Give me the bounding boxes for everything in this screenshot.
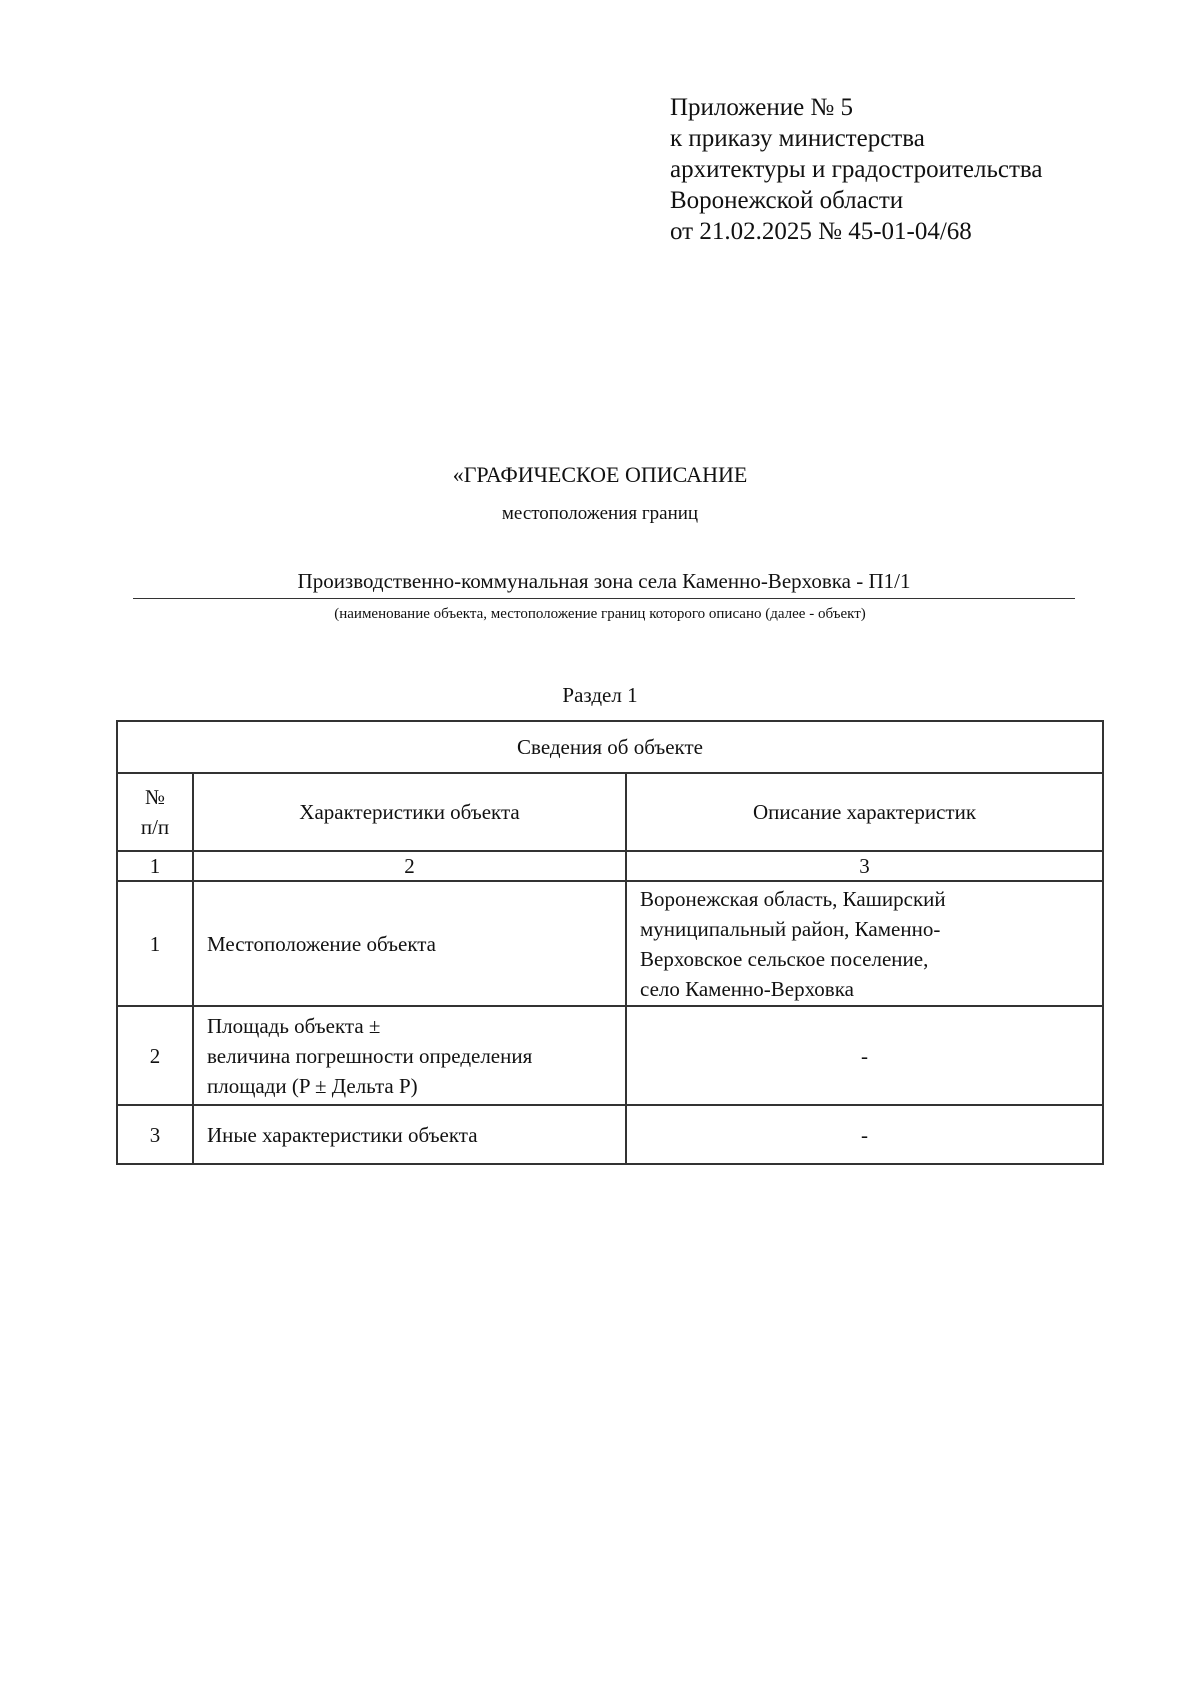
appendix-line: Приложение № 5	[670, 94, 854, 121]
cell-line: Площадь объекта ±	[207, 1013, 381, 1038]
table-caption-row	[117, 721, 1103, 773]
header-characteristic: Характеристики объекта	[193, 773, 626, 851]
row-description	[626, 1105, 1103, 1164]
header-num	[117, 773, 193, 851]
row-number: 3	[117, 1105, 193, 1164]
header-num-line: №	[144, 785, 166, 809]
cell-line: -	[861, 1043, 868, 1068]
column-number: 1	[117, 851, 193, 881]
object-info-table	[116, 720, 1104, 1165]
table-row	[117, 881, 1103, 1006]
column-number-row	[117, 851, 1103, 881]
table-caption: Сведения об объекте	[117, 721, 1103, 773]
cell-line: площади (P ± Дельта P)	[207, 1073, 418, 1098]
header-description: Описание характеристик	[626, 773, 1103, 851]
row-description	[626, 1006, 1103, 1105]
document-subtitle: местоположения границ	[501, 503, 699, 524]
appendix-line: Воронежской области	[670, 187, 904, 214]
appendix-line: архитектуры и градостроительства	[670, 156, 1043, 183]
cell-line: село Каменно-Верховка	[640, 976, 854, 1001]
row-number: 1	[117, 881, 193, 1006]
row-characteristic	[193, 881, 626, 1006]
object-name-text: Производственно-коммунальная зона села Каменно-Верховка - П1/1	[297, 569, 911, 593]
cell-line: Иные характеристики объекта	[207, 1122, 478, 1147]
table-header-row	[117, 773, 1103, 851]
appendix-line: к приказу министерства	[670, 125, 925, 152]
row-characteristic	[193, 1105, 626, 1164]
document-title: «ГРАФИЧЕСКОЕ ОПИСАНИЕ	[452, 462, 748, 487]
column-number: 3	[626, 851, 1103, 881]
column-number: 2	[193, 851, 626, 881]
appendix-note	[670, 92, 1042, 247]
cell-line: величина погрешности определения	[207, 1043, 533, 1068]
cell-line: Верховское сельское поселение,	[640, 946, 929, 971]
cell-line: -	[861, 1122, 868, 1147]
cell-line: Местоположение объекта	[207, 931, 437, 956]
object-name	[133, 566, 1075, 599]
row-number: 2	[117, 1006, 193, 1105]
section-heading: Раздел 1	[562, 683, 638, 707]
cell-line: Воронежская область, Каширский	[640, 886, 946, 911]
row-characteristic	[193, 1006, 626, 1105]
object-name-caption: (наименование объекта, местоположение границ которого описано (далее - объект)	[334, 606, 866, 622]
table-row	[117, 1006, 1103, 1105]
cell-line: муниципальный район, Каменно-	[640, 916, 941, 941]
header-num-line: п/п	[140, 815, 170, 839]
row-description	[626, 881, 1103, 1006]
appendix-line: от 21.02.2025 № 45-01-04/68	[670, 218, 972, 245]
table-row	[117, 1105, 1103, 1164]
